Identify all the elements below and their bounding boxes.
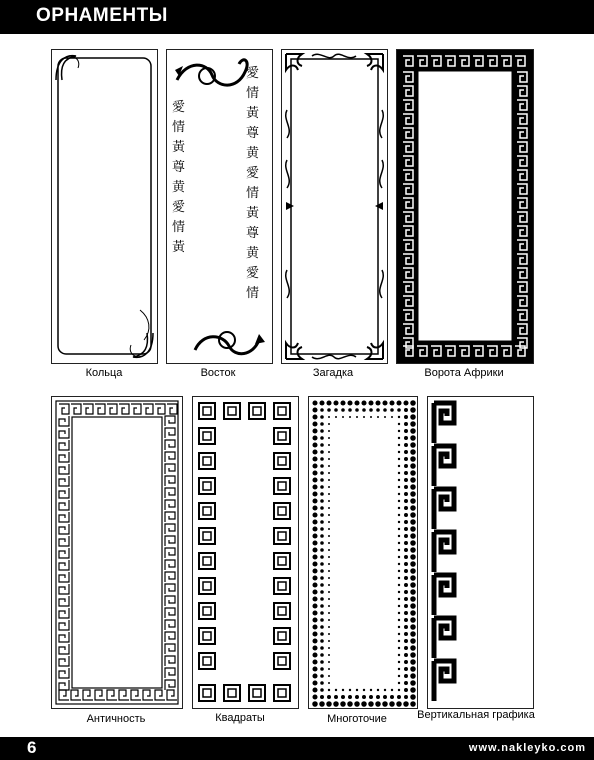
ornament-antichnost [51, 396, 183, 709]
glyph-icon: 黃 [246, 106, 260, 121]
glyph-icon: 黃 [246, 206, 260, 221]
site-url: www.nakleyko.com [468, 742, 586, 754]
caption-vostok: Восток [200, 367, 236, 379]
vertical-graphic-ornament-icon [428, 397, 533, 708]
page-number: 6 [27, 738, 37, 757]
glyph-icon: 尊 [246, 226, 260, 241]
dots-ornament-icon [309, 397, 417, 708]
glyph-icon: 尊 [246, 126, 260, 141]
ornament-vorota-afriki [396, 49, 534, 364]
glyph-icon: 情 [172, 120, 186, 135]
glyph-icon: 情 [246, 86, 260, 101]
glyph-icon: 情 [246, 186, 260, 201]
caption-antichnost: Античность [86, 713, 146, 725]
squares-ornament-icon [193, 397, 298, 708]
rings-ornament-icon [52, 50, 157, 363]
page-title: ОРНАМЕНТЫ [36, 5, 168, 26]
ornament-zagadka [281, 49, 388, 364]
glyph-icon: 愛 [246, 166, 260, 181]
glyph-icon: 黄 [246, 246, 260, 261]
ornament-mnogotochie [308, 396, 418, 709]
glyph-icon: 愛 [172, 100, 186, 115]
glyph-icon: 尊 [172, 160, 186, 175]
glyph-icon: 愛 [172, 200, 186, 215]
scroll-ornament-icon [282, 50, 387, 363]
glyph-icon: 黄 [172, 180, 186, 195]
ornament-vertikalnaya-grafika [427, 396, 534, 709]
glyph-icon: 愛 [246, 266, 260, 281]
glyph-icon: 黃 [172, 240, 186, 255]
glyph-icon: 情 [246, 286, 260, 301]
caption-mnogotochie: Многоточие [327, 713, 387, 725]
caption-zagadka: Загадка [312, 367, 354, 379]
glyph-icon: 黃 [172, 140, 186, 155]
glyph-icon: 黄 [246, 146, 260, 161]
glyph-icon: 愛 [246, 66, 260, 81]
ornament-kolca [51, 49, 158, 364]
greek-key-ornament-icon [52, 397, 182, 708]
caption-vertikalnaya-grafika: Вертикальная графика [417, 709, 535, 721]
caption-vorota-afriki: Ворота Африки [424, 367, 504, 379]
caption-kolca: Кольца [85, 367, 123, 379]
glyph-icon: 情 [172, 220, 186, 235]
caption-kvadraty: Квадраты [215, 712, 265, 724]
ornament-kvadraty [192, 396, 299, 709]
africa-ornament-icon [397, 50, 533, 363]
